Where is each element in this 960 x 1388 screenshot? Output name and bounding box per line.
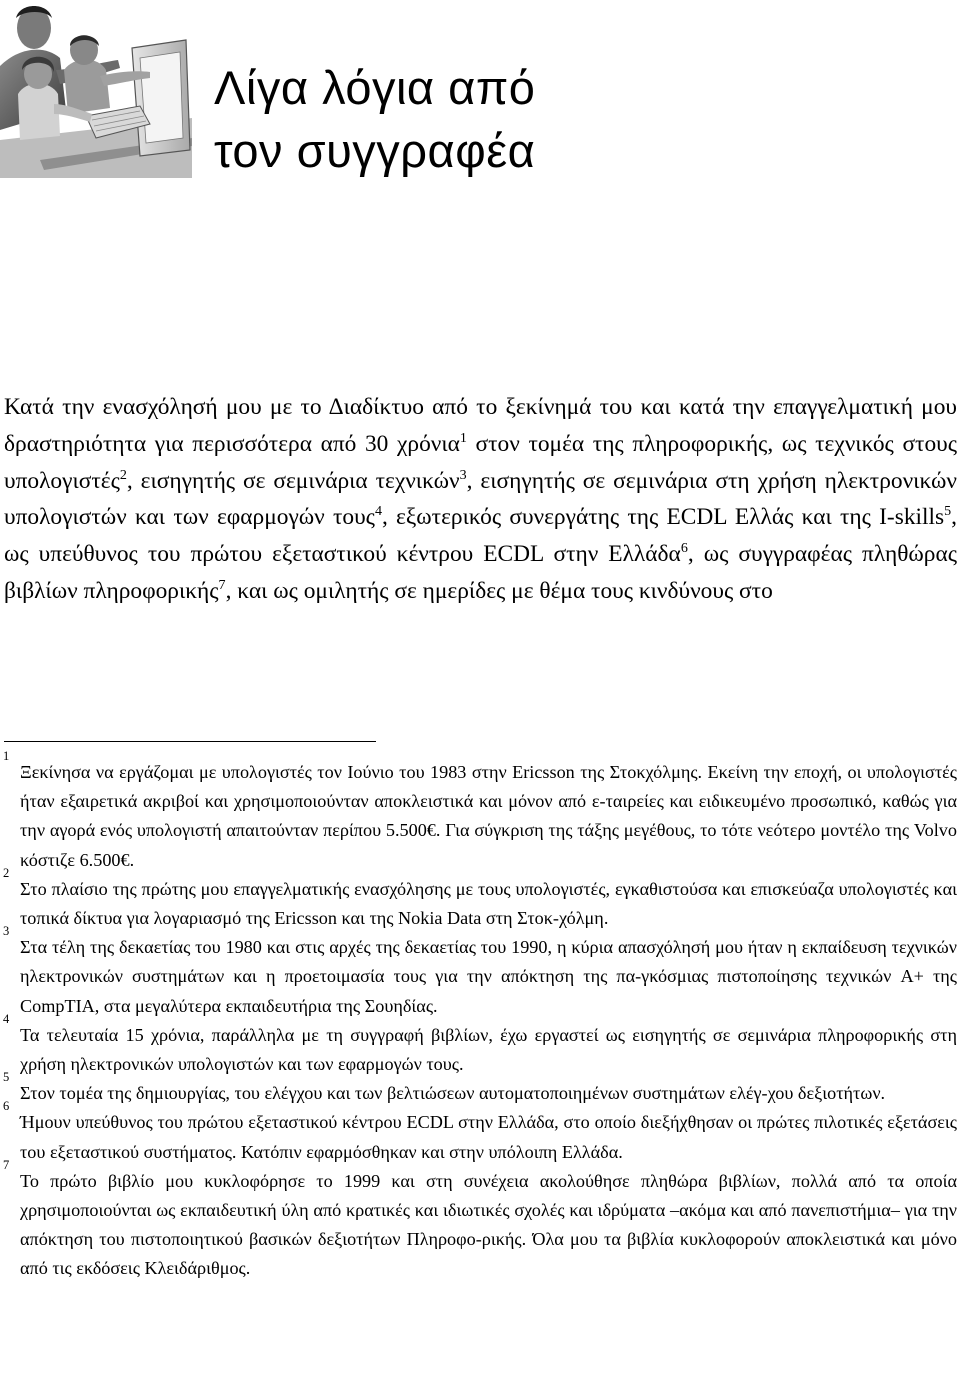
footnote-text: Ξεκίνησα να εργάζομαι με υπολογιστές τον Ιούνιο του 1983 στην Ericsson της Στοκχόλμης. Εκείνη την εποχή, οι υπολογιστές ήταν εξαιρετικά ακριβοί και χρησιμοποιούνταν αποκλειστικά και μόνον από ε-ταιρείες και ειδικευμένο προσωπικό, καθώς για την αγορά ενός υπολογιστή απαιτούνταν περίπου 5.500€. Για σύγκριση της τάξης μεγέθους, το τότε νεότερο μοντέλο της Volvo κόστιζε 6.500€. [20, 762, 957, 870]
monitor [132, 40, 190, 156]
footnote-text: Στο πλαίσιο της πρώτης μου επαγγελματικής ενασχόλησης με τους υπολογιστές, εγκαθιστούσα και επισκεύαζα υπολογιστές και τοπικά δίκτυα για λογαριασμό της Ericsson και της Nokia Data στη Στοκ-χόλμη. [20, 878, 957, 929]
footnote-text: Ήμουν υπεύθυνος του πρώτου εξεταστικού κέντρου ECDL στην Ελλάδα, στο οποίο διεξήχθησαν οι πρώτες πιλοτικές εξετάσεις του εξεταστικού συστήματος. Κατόπιν εφαρμόσθηκαν και στην υπόλοιπη Ελλάδα. [20, 1112, 957, 1162]
body-text-segment: , ως συγγραφέας πληθώρας βιβλίων πληροφορικής [4, 541, 957, 604]
body-text-segment: , εισηγητής σε σεμινάρια τεχνικών [126, 467, 460, 494]
footnote [3, 1011, 957, 1079]
body-text-segment: , ως υπεύθυνος του πρώτου εξεταστικού κέντρου ECDL στην Ελλάδα [4, 504, 957, 568]
author-photo [0, 0, 192, 178]
footnote [3, 865, 957, 933]
body-text-segment: , εισηγητής σε σεμινάρια στη χρήση ηλεκτρονικών υπολογιστών και των εφαρμογών τους [4, 467, 957, 531]
body-text-segment: στον τομέα της πληροφορικής, ως τεχνικός στους υπολογιστές [4, 430, 957, 494]
footnote-ref: 2 [119, 466, 127, 483]
footnote-text: Το πρώτο βιβλίο μου κυκλοφόρησε το 1999 και στη συνέχεια ακολούθησε πληθώρα βιβλίων, πολλά από τα οποία χρησιμοποιούνται ως εκπαιδευτική ύλη από κρατικές και ιδιωτικές σχολές και ιδρύματα –ακόμα και από πανεπιστήμια– για την απόκτηση του πιστοποιητικού βασικών δεξιοτήτων Πληροφο-ρικής. Όλα μου τα βιβλία κυκλοφορούν αποκλειστικά και μόνο από τις εκδόσεις Κλειδάριθμος. [20, 1170, 957, 1279]
footnote-marker: 7 [3, 1157, 10, 1172]
footnote-marker: 2 [3, 865, 10, 880]
title-line-1: Λίγα λόγια από [214, 61, 536, 114]
footnote-marker: 1 [3, 749, 10, 763]
footnote-ref: 6 [680, 540, 688, 557]
footnote-ref: 5 [944, 503, 952, 520]
footnote [3, 1070, 957, 1108]
footnote-text: Στον τομέα της δημιουργίας, του ελέγχου και των βελτιώσεων αυτοματοποιημένων συστημάτων ελέγ-χου δεξιοτήτων. [20, 1083, 886, 1104]
body-text-segment: , και ως ομιλητής σε ημερίδες με θέμα τους κινδύνους στο [225, 577, 773, 604]
footnote-ref: 1 [459, 430, 467, 446]
footnote-marker: 5 [3, 1070, 10, 1085]
footnotes [3, 749, 957, 1284]
footnote-text: Τα τελευταία 15 χρόνια, παράλληλα με τη συγγραφή βιβλίων, έχω εργαστεί ως εισηγητής σε σεμινάρια πληροφορικής στη χρήση ηλεκτρονικών υπολογιστών και των εφαρμογών τους. [20, 1024, 957, 1075]
footnote-marker: 4 [3, 1011, 10, 1026]
footnote-text: Στα τέλη της δεκαετίας του 1980 και στις αρχές της δεκαετίας του 1990, η κύρια απασχόλησή μου ήταν η εκπαίδευση τεχνικών ηλεκτρονικών συστημάτων και η προετοιμασία τους για την απόκτηση της πα-γκόσμιας πιστοποίησης τεχνικών A+ της CompTIA, στα μεγαλύτερα εκπαιδευτήρια της Σουηδίας. [20, 937, 957, 1016]
footnote-ref: 7 [218, 577, 226, 594]
footnote-ref: 4 [374, 503, 382, 520]
body-paragraph [4, 389, 957, 610]
footnote-marker: 3 [3, 924, 10, 939]
footnote-ref: 3 [459, 466, 467, 483]
footnote-marker: 6 [3, 1099, 10, 1114]
footnote [3, 1157, 957, 1284]
footnote-separator [4, 741, 376, 742]
page-title [214, 56, 535, 182]
footnote [3, 924, 957, 1021]
body-text-segment: Κατά την ενασχόλησή μου με το Διαδίκτυο από το ξεκίνημά του και κατά την επαγγελματική μου δραστηριότητα για περισσότερα από 30 χρόνια [4, 394, 957, 457]
title-line-2: τον συγγραφέα [214, 124, 536, 177]
body-text-segment: , εξωτερικός συνεργάτης της ECDL Ελλάς και της I-skills [381, 504, 945, 531]
footnote [3, 749, 957, 875]
footnote [3, 1099, 957, 1166]
